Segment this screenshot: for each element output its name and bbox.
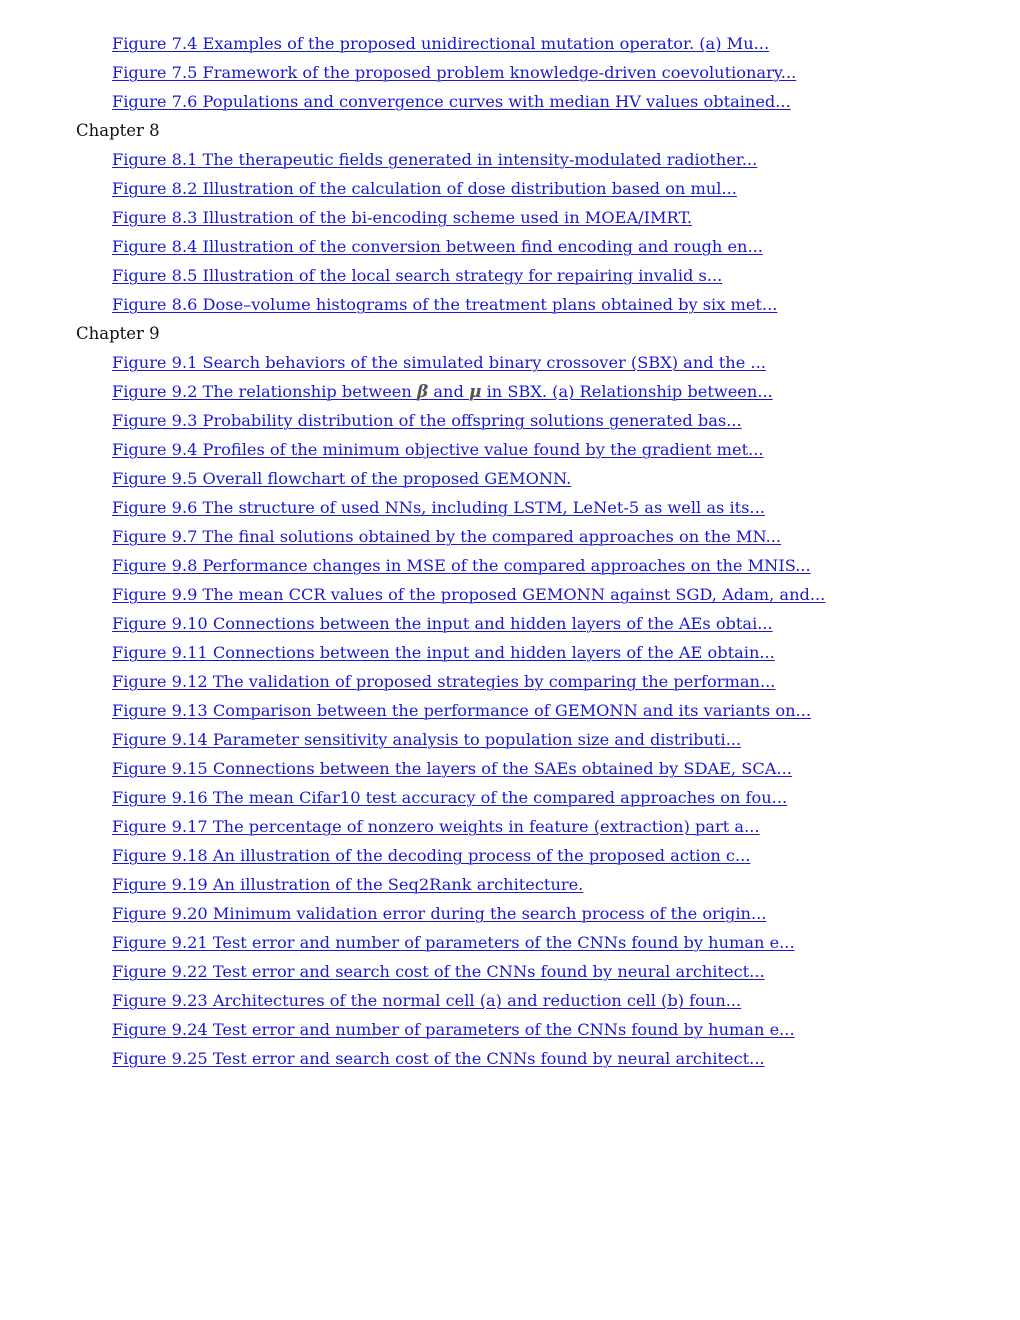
figure-link[interactable]: Figure 9.7 The final solutions obtained by the compared approaches on the MN... — [112, 527, 782, 546]
math-symbol: μ — [468, 382, 482, 402]
figure-link[interactable]: Figure 9.13 Comparison between the performance of GEMONN and its variants on... — [112, 701, 811, 720]
figure-link-text: Figure 9.2 The relationship between — [112, 382, 417, 401]
figure-link[interactable]: Figure 9.18 An illustration of the decoding process of the proposed action c... — [112, 846, 751, 865]
figure-link[interactable] — [112, 382, 773, 401]
figure-link-text: and — [428, 382, 469, 401]
figure-list-item — [0, 1044, 1020, 1073]
figure-list-item — [0, 203, 1020, 232]
figure-link[interactable]: Figure 7.6 Populations and convergence curves with median HV values obtained... — [112, 92, 791, 111]
figure-list-item — [0, 638, 1020, 667]
chapter-heading: Chapter 9 — [76, 324, 160, 343]
figure-link[interactable]: Figure 9.17 The percentage of nonzero weights in feature (extraction) part a... — [112, 817, 760, 836]
figure-link[interactable]: Figure 9.5 Overall flowchart of the proposed GEMONN. — [112, 469, 572, 488]
figure-link[interactable]: Figure 7.4 Examples of the proposed unidirectional mutation operator. (a) Mu... — [112, 34, 770, 53]
figure-list-item — [0, 696, 1020, 725]
figure-link[interactable]: Figure 9.23 Architectures of the normal cell (a) and reduction cell (b) foun... — [112, 991, 742, 1010]
figure-link[interactable]: Figure 9.19 An illustration of the Seq2Rank architecture. — [112, 875, 584, 894]
figure-list-item — [0, 667, 1020, 696]
figure-link[interactable]: Figure 9.25 Test error and search cost of the CNNs found by neural architect... — [112, 1049, 765, 1068]
figure-list-item — [0, 406, 1020, 435]
figure-list-item — [0, 812, 1020, 841]
figure-list-item — [0, 232, 1020, 261]
figure-link[interactable]: Figure 9.16 The mean Cifar10 test accuracy of the compared approaches on fou... — [112, 788, 788, 807]
figure-list-item — [0, 58, 1020, 87]
figure-list-item — [0, 986, 1020, 1015]
figure-link-text: in SBX. (a) Relationship between... — [481, 382, 773, 401]
figure-list-item — [0, 522, 1020, 551]
figure-list — [0, 29, 1020, 1073]
figure-list-item — [0, 87, 1020, 116]
figure-list-item — [0, 551, 1020, 580]
math-symbol: β — [416, 382, 429, 402]
figure-list-item — [0, 928, 1020, 957]
figure-link[interactable]: Figure 9.12 The validation of proposed strategies by comparing the performan... — [112, 672, 776, 691]
figure-list-item — [0, 174, 1020, 203]
figure-link[interactable]: Figure 9.24 Test error and number of parameters of the CNNs found by human e... — [112, 1020, 795, 1039]
figure-link[interactable]: Figure 8.2 Illustration of the calculation of dose distribution based on mul... — [112, 179, 737, 198]
figure-list-item — [0, 783, 1020, 812]
figure-link[interactable]: Figure 9.11 Connections between the input and hidden layers of the AE obtain... — [112, 643, 775, 662]
figure-list-item — [0, 580, 1020, 609]
figure-list-item — [0, 348, 1020, 377]
figure-link[interactable]: Figure 9.14 Parameter sensitivity analysis to population size and distributi... — [112, 730, 742, 749]
figure-link[interactable]: Figure 9.4 Profiles of the minimum objective value found by the gradient met... — [112, 440, 764, 459]
figure-list-item — [0, 377, 1020, 406]
figure-link[interactable]: Figure 9.8 Performance changes in MSE of the compared approaches on the MNIS... — [112, 556, 811, 575]
figure-list-item — [0, 725, 1020, 754]
figure-list-item — [0, 493, 1020, 522]
figure-link[interactable]: Figure 9.1 Search behaviors of the simulated binary crossover (SBX) and the ... — [112, 353, 766, 372]
figure-list-item — [0, 609, 1020, 638]
figure-link[interactable]: Figure 9.3 Probability distribution of the offspring solutions generated bas... — [112, 411, 742, 430]
figure-list-item — [0, 29, 1020, 58]
figure-link[interactable]: Figure 9.15 Connections between the layers of the SAEs obtained by SDAE, SCA... — [112, 759, 792, 778]
figure-list-item — [0, 870, 1020, 899]
figure-link[interactable]: Figure 9.20 Minimum validation error during the search process of the origin... — [112, 904, 767, 923]
figure-link[interactable]: Figure 9.6 The structure of used NNs, including LSTM, LeNet-5 as well as its... — [112, 498, 765, 517]
figure-link[interactable]: Figure 8.6 Dose–volume histograms of the treatment plans obtained by six met... — [112, 295, 778, 314]
figure-list-item — [0, 754, 1020, 783]
figure-list-item — [0, 145, 1020, 174]
figure-link[interactable]: Figure 9.10 Connections between the input and hidden layers of the AEs obtai... — [112, 614, 773, 633]
figure-list-item — [0, 899, 1020, 928]
figure-list-item — [0, 290, 1020, 319]
figure-list-item — [0, 261, 1020, 290]
figure-list-item — [0, 435, 1020, 464]
figure-link[interactable]: Figure 8.5 Illustration of the local search strategy for repairing invalid s... — [112, 266, 723, 285]
figure-list-item — [0, 464, 1020, 493]
figure-link[interactable]: Figure 8.3 Illustration of the bi-encoding scheme used in MOEA/IMRT. — [112, 208, 693, 227]
figure-link[interactable]: Figure 8.1 The therapeutic fields generated in intensity-modulated radiother... — [112, 150, 758, 169]
figure-link[interactable]: Figure 9.21 Test error and number of parameters of the CNNs found by human e... — [112, 933, 795, 952]
figure-list-item — [0, 957, 1020, 986]
figure-link[interactable]: Figure 8.4 Illustration of the conversion between find encoding and rough en... — [112, 237, 763, 256]
figure-link[interactable]: Figure 7.5 Framework of the proposed problem knowledge-driven coevolutionary... — [112, 63, 797, 82]
figure-link[interactable]: Figure 9.9 The mean CCR values of the proposed GEMONN against SGD, Adam, and... — [112, 585, 826, 604]
figure-list-item — [0, 841, 1020, 870]
figure-link[interactable]: Figure 9.22 Test error and search cost of the CNNs found by neural architect... — [112, 962, 765, 981]
figure-list-item — [0, 1015, 1020, 1044]
chapter-heading: Chapter 8 — [76, 121, 160, 140]
